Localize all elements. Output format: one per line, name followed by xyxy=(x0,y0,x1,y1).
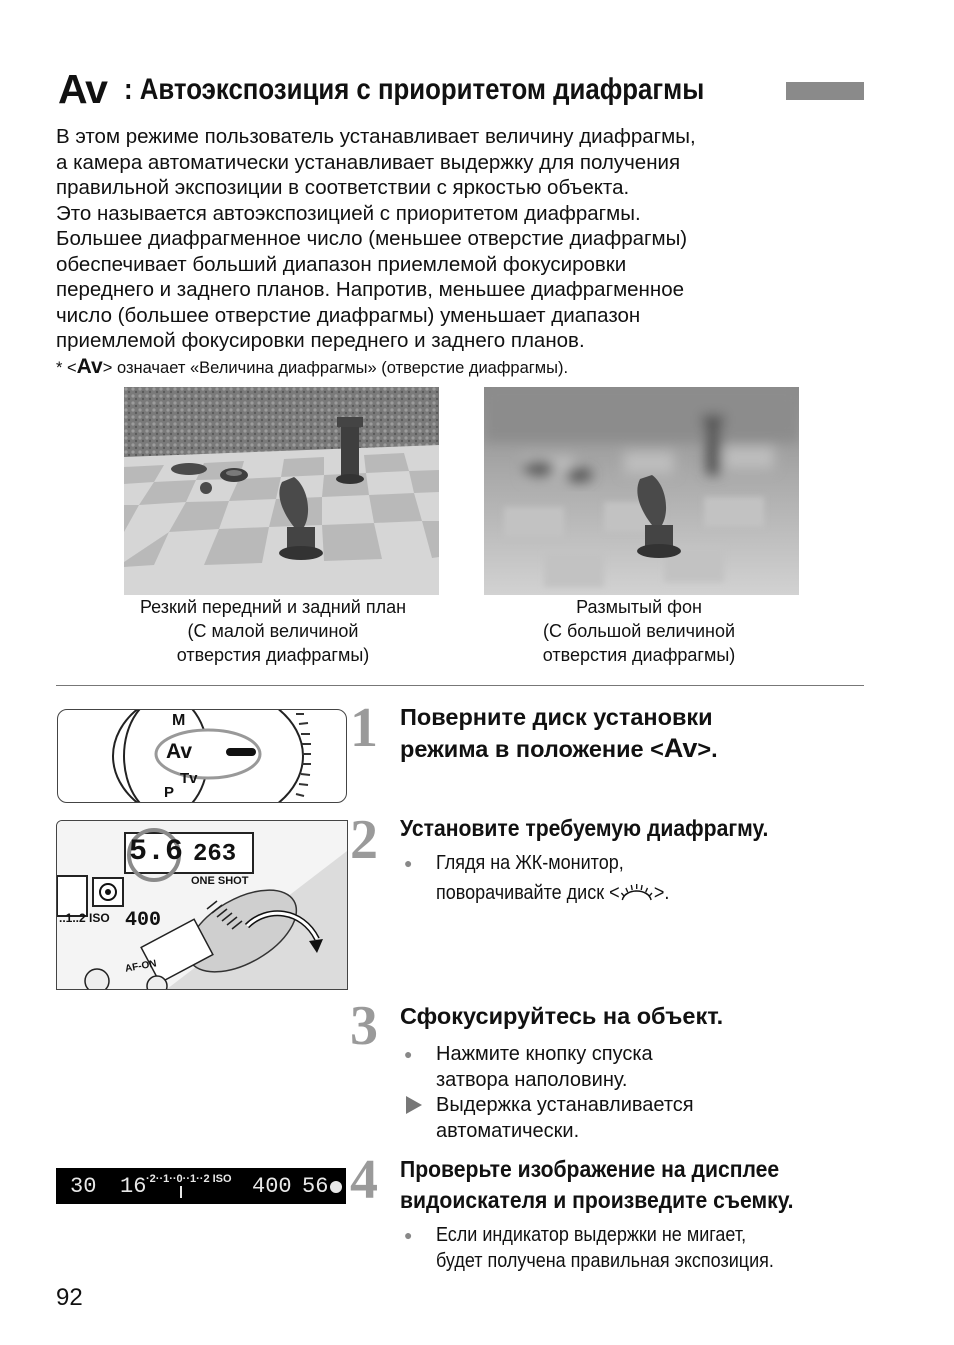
dial-letter-tv: Tv xyxy=(180,770,198,787)
photo-blurred-background xyxy=(484,387,799,595)
intro-line: обеспечивает больший диапазон приемлемой фокусировки xyxy=(56,252,627,276)
page-title: : Автоэкспозиция с приоритетом диафрагмы xyxy=(124,73,705,106)
viewfinder-shots: 56 xyxy=(302,1174,329,1199)
page-number: 92 xyxy=(56,1284,83,1311)
step-2-heading: Установите требуемую диафрагму. xyxy=(400,815,769,841)
dial-letter-m: M xyxy=(172,712,186,729)
viewfinder-aperture: 16 xyxy=(120,1174,147,1199)
step-4-heading xyxy=(400,1154,794,1216)
title-decoration-bar xyxy=(786,82,864,100)
intro-line: переднего и заднего планов. Напротив, меньшее диафрагменное xyxy=(56,278,685,301)
step-1-heading-suffix: >. xyxy=(697,736,718,762)
intro-line: приемлемой фокусировки переднего и заднего планов. xyxy=(56,329,585,352)
step-3-bullet-line: Нажмите кнопку спуска xyxy=(436,1043,653,1065)
step-2-bullet-line: Глядя на ЖК-монитор, xyxy=(436,852,624,874)
viewfinder-exposure-scale: ·2··1··0··1··2 ISO xyxy=(146,1173,232,1185)
intro-line: Большее диафрагменное число (меньшее отверстие диафрагмы) xyxy=(56,227,688,250)
dial-letter-p: P xyxy=(164,784,175,801)
footnote-av-symbol: Av xyxy=(76,355,103,378)
section-divider xyxy=(56,685,864,686)
step-3-bullet-line: затвора наполовину. xyxy=(436,1069,628,1091)
intro-line: число (большее отверстие диафрагмы) уменьшает диапазон xyxy=(56,303,641,327)
step-3-bullet xyxy=(436,1041,653,1093)
lcd-aperture-value: 5.6 xyxy=(129,835,184,869)
caption-line: Размытый фон xyxy=(576,597,702,617)
step-2-bullet-line xyxy=(436,880,669,906)
intro-line: а камера автоматически устанавливает выдержку для получения xyxy=(56,150,681,174)
footnote-text: > означает «Величина диафрагмы» (отверстие диафрагмы). xyxy=(102,359,569,377)
av-mode-symbol: Av xyxy=(663,733,698,763)
lcd-af-mode: ONE SHOT xyxy=(191,875,249,887)
footnote xyxy=(56,355,568,380)
step-number: 2 xyxy=(350,809,378,871)
intro-line: Это называется автоэкспозицией с приоритетом диафрагмы. xyxy=(56,201,641,225)
step-number: 3 xyxy=(350,995,378,1057)
viewfinder-shutter: 30 xyxy=(70,1174,97,1199)
lcd-panel-illustration xyxy=(56,820,348,990)
step-4-heading-line: видоискателя и произведите съемку. xyxy=(400,1187,794,1213)
step-1-heading-line: Поверните диск установки xyxy=(400,704,713,730)
lcd-exposure-scale: ..1..2 ISO xyxy=(59,911,110,925)
footnote-prefix: * < xyxy=(56,359,77,377)
bullet-icon: ● xyxy=(404,1046,413,1062)
caption-sharp xyxy=(124,595,422,667)
viewfinder-display xyxy=(56,1168,346,1204)
focus-confirmation-icon xyxy=(330,1181,342,1193)
step-1-heading xyxy=(400,702,718,765)
caption-line: отверстия диафрагмы) xyxy=(542,645,736,665)
viewfinder-iso: 400 xyxy=(252,1174,292,1199)
dial-av-label: Av xyxy=(166,740,193,763)
step-3-heading: Сфокусируйтесь на объект. xyxy=(400,1003,724,1029)
step-4-bullet xyxy=(436,1222,774,1274)
step-3-result-line: Выдержка устанавливается xyxy=(436,1094,694,1116)
exposure-level-marker xyxy=(180,1186,182,1198)
step-4-heading-line: Проверьте изображение на дисплее xyxy=(400,1156,780,1182)
step-number: 1 xyxy=(350,697,378,759)
caption-blurred xyxy=(484,595,794,667)
step-1-heading-prefix: режима в положение < xyxy=(400,736,664,762)
photo-sharp-background xyxy=(124,387,439,595)
step-3-result xyxy=(436,1092,694,1144)
caption-line: Резкий передний и задний план xyxy=(139,597,407,617)
caption-line: (С малой величиной xyxy=(187,621,359,641)
bullet-icon: ● xyxy=(404,855,413,871)
step-2-bullet-prefix: поворачивайте диск < xyxy=(436,882,620,904)
lcd-shots-remaining: 263 xyxy=(193,841,237,868)
caption-line: (С большой величиной xyxy=(542,621,736,641)
av-mode-symbol: Av xyxy=(58,66,107,112)
result-arrow-icon xyxy=(406,1096,422,1114)
mode-dial-illustration xyxy=(57,709,347,803)
bullet-icon: ● xyxy=(404,1227,413,1243)
step-2-bullet xyxy=(436,850,669,906)
step-3-result-line: автоматически. xyxy=(436,1120,580,1142)
intro-paragraph xyxy=(56,124,876,354)
intro-line: В этом режиме пользователь устанавливает величину диафрагмы, xyxy=(56,125,696,148)
step-4-bullet-line: Если индикатор выдержки не мигает, xyxy=(436,1224,747,1246)
caption-line: отверстия диафрагмы) xyxy=(176,645,370,665)
step-4-bullet-line: будет получена правильная экспозиция. xyxy=(436,1250,774,1272)
step-1-heading-line xyxy=(400,733,718,765)
main-dial-icon xyxy=(620,882,654,902)
af-on-button-label: AF-ON xyxy=(124,958,158,975)
lcd-iso-value: 400 xyxy=(125,909,162,932)
step-2-bullet-suffix: >. xyxy=(653,882,670,904)
step-number: 4 xyxy=(350,1149,378,1211)
intro-line: правильной экспозиции в соответствии с яркостью объекта. xyxy=(56,176,630,199)
